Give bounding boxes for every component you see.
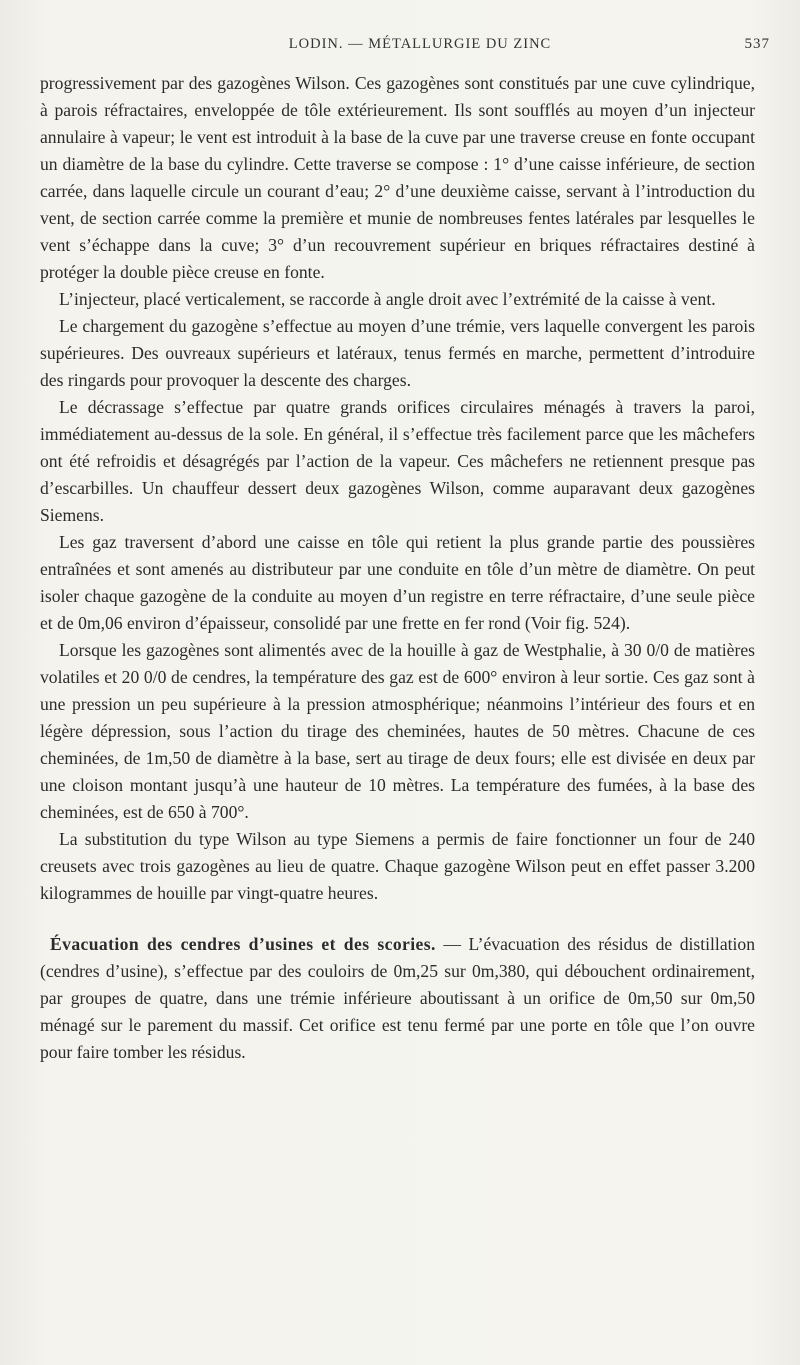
- page-number: 537: [744, 36, 770, 52]
- paragraph-gaz: Les gaz traversent d’abord une caisse en tôle qui retient la plus grande partie des poussières entraînées et sont amenés au distributeur par une conduite en tôle d’un mètre de diamètre. On peut isoler chaque gazogène de la conduite au moyen d’un registre en terre réfractaire, d’une seule pièce et de 0m,06 environ d’épaisseur, consolidé par une frette en fer rond (Voir fig. 524).: [40, 532, 755, 633]
- section-text: — L’évacuation des résidus de distillation (cendres d’usine), s’effectue par des couloirs de 0m,25 sur 0m,380, qui débouchent ordinairement, par groupes de quatre, dans une trémie inférieure aboutissant à un orifice de 0m,50 sur 0m,50 ménagé sur le parement du massif. Cet orifice est tenu fermé par une porte en tôle que l’on ouvre pour faire tomber les résidus.: [40, 934, 755, 1062]
- paragraph-chargement: Le chargement du gazogène s’effectue au moyen d’une trémie, vers laquelle convergent les parois supérieures. Des ouvreaux supérieurs et latéraux, tenus fermés en marche, permettent d’introduire des ringards pour provoquer la descente des charges.: [40, 316, 755, 390]
- page-header: [40, 36, 770, 60]
- running-title: LODIN. — MÉTALLURGIE DU ZINC: [288, 36, 552, 52]
- section-title: Évacuation des cendres d’usines et des scories.: [50, 934, 436, 954]
- paragraph-substitution: La substitution du type Wilson au type Siemens a permis de faire fonctionner un four de 240 creusets avec trois gazogènes au lieu de quatre. Chaque gazogène Wilson peut en effet passer 3.200 kilogrammes de houille par vingt-quatre heures.: [40, 829, 755, 903]
- paragraph-houille: Lorsque les gazogènes sont alimentés avec de la houille à gaz de Westphalie, à 30 0/0 de matières volatiles et 20 0/0 de cendres, la température des gaz est de 600° environ à leur sortie. Ces gaz sont à une pression un peu supérieure à la pression atmosphérique; néanmoins l’intérieur des fours et en légère dépression, sous l’action du tirage des cheminées, hautes de 50 mètres. Chacune de ces cheminées, de 1m,50 de diamètre à la base, sert au tirage de deux fours; elle est divisée en deux par une cloison montant jusqu’à une hauteur de 10 mètres. La température des fumées, à la base des cheminées, est de 650 à 700°.: [40, 640, 755, 822]
- paragraph-injecteur: L’injecteur, placé verticalement, se raccorde à angle droit avec l’extrémité de la caisse à vent.: [59, 289, 716, 309]
- section-evacuation: [40, 931, 755, 1066]
- paragraph-continuation: progressivement par des gazogènes Wilson. Ces gazogènes sont constitués par une cuve cylindrique, à parois réfractaires, enveloppée de tôle extérieurement. Ils sont soufflés au moyen d’un injecteur annulaire à vapeur; le vent est introduit à la base de la cuve par une traverse creuse en fonte occupant un diamètre de la base du cylindre. Cette traverse se compose : 1° d’une caisse inférieure, de section carrée, dans laquelle circule un courant d’eau; 2° d’une deuxième caisse, servant à l’introduction du vent, de section carrée comme la première et munie de nombreuses fentes latérales par lesquelles le vent s’échappe dans la cuve; 3° d’un recouvrement supérieur en briques réfractaires destiné à protéger la double pièce creuse en fonte.: [40, 73, 755, 282]
- paragraph-decrassage: Le décrassage s’effectue par quatre grands orifices circulaires ménagés à travers la paroi, immédiatement au-dessus de la sole. En général, il s’effectue très facilement parce que les mâchefers ont été refroidis et désagrégés par l’action de la vapeur. Ces mâchefers ne retiennent presque pas d’escarbilles. Un chauffeur dessert deux gazogènes Wilson, comme auparavant deux gazogènes Siemens.: [40, 397, 755, 525]
- body-text: [40, 70, 755, 1066]
